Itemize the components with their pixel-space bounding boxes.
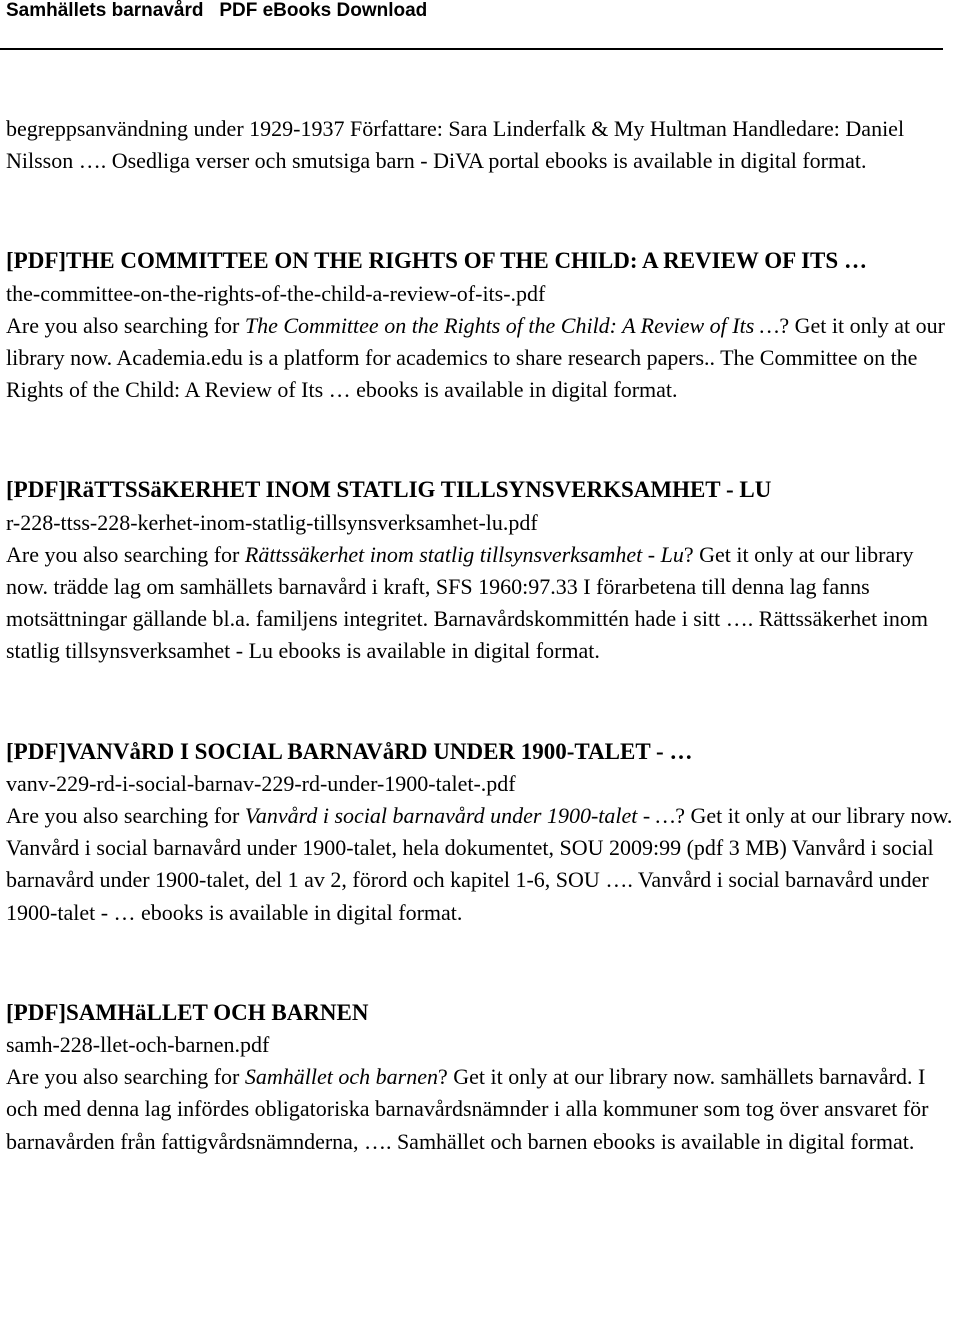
search-prefix: Are you also searching for bbox=[6, 541, 245, 567]
main-content bbox=[6, 113, 960, 1158]
header-title: Samhällets barnavård PDF eBooks Download bbox=[6, 0, 428, 21]
entry-description bbox=[6, 800, 960, 929]
entry-title[interactable] bbox=[6, 245, 960, 277]
entry-body: Vanvård i social barnavård under 1900-talet, hela dokumentet, SOU 2009:99 (pdf 3 MB) Vanvård i social barnavård under 1900-talet, del 1 av 2, förord och kapitel 1-6, SOU …. Vanvård i social barnavård under 1900-talet - … ebooks is available in digital format. bbox=[6, 835, 934, 925]
search-suffix: ? Get it only at our library now. bbox=[6, 541, 914, 600]
entry-title[interactable] bbox=[6, 736, 960, 768]
entry-filename: samh-228-llet-och-barnen.pdf bbox=[6, 1032, 270, 1058]
entry-title-link[interactable]: [PDF]SAMHäLLET OCH BARNEN bbox=[6, 999, 369, 1025]
entry-body: Academia.edu is a platform for academics to share research papers.. The Committee on the Rights of the Child: A Review of Its … ebooks is available in digital format. bbox=[6, 345, 918, 403]
intro-paragraph: begreppsanvändning under 1929-1937 Författare: Sara Linderfalk & My Hultman Handledare: Daniel Nilsson …. Osedliga verser och smutsiga barn - DiVA portal ebooks is available in digital format. bbox=[6, 116, 905, 174]
ebook-entry bbox=[6, 736, 960, 929]
ebook-entry bbox=[6, 245, 960, 406]
ebook-entry bbox=[6, 997, 960, 1158]
entry-title-link[interactable]: [PDF]RäTTSSäKERHET INOM STATLIG TILLSYNSVERKSAMHET - LU bbox=[6, 477, 772, 503]
entry-filename: the-committee-on-the-rights-of-the-child-a-review-of-its-.pdf bbox=[6, 280, 546, 306]
search-suffix: ? Get it only at our library now. bbox=[6, 312, 945, 371]
entry-body: samhällets barnavård. I och med denna lag infördes obligatoriska barnavårdsnämnder i alla kommuner som tog över ansvaret för barnavården från fattigvårdsnämnderna, …. Samhället och barnen ebooks is available in digital format. bbox=[6, 1064, 929, 1154]
search-prefix: Are you also searching for bbox=[6, 1064, 245, 1090]
search-prefix: Are you also searching for bbox=[6, 312, 245, 338]
entry-title-link[interactable]: [PDF]VANVåRD I SOCIAL BARNAVåRD UNDER 1900-TALET - … bbox=[6, 738, 693, 764]
search-title: Samhället och barnen bbox=[244, 1064, 438, 1090]
entry-filename: r-228-ttss-228-kerhet-inom-statlig-tillsynsverksamhet-lu.pdf bbox=[6, 509, 538, 535]
header-divider bbox=[0, 48, 943, 50]
search-title: Rättssäkerhet inom statlig tillsynsverksamhet - Lu bbox=[244, 541, 684, 567]
entry-description bbox=[6, 539, 960, 668]
entry-body: trädde lag om samhällets barnavård i kraft, SFS 1960:97.33 I förarbetena till denna lag fanns motsättningar gällande bl.a. familjens integritet. Barnavårdskommittén hade i sitt …. Rättssäkerhet inom statlig tillsynsverksamhet - Lu ebooks is available in digital format. bbox=[6, 574, 928, 664]
entry-title-link[interactable]: [PDF]THE COMMITTEE ON THE RIGHTS OF THE CHILD: A REVIEW OF ITS … bbox=[6, 248, 867, 274]
page-header bbox=[0, 0, 960, 50]
search-title: The Committee on the Rights of the Child: A Review of Its … bbox=[244, 312, 780, 338]
entry-description bbox=[6, 1061, 960, 1158]
search-prefix: Are you also searching for bbox=[6, 803, 245, 829]
search-suffix: ? Get it only at our library now. bbox=[437, 1064, 716, 1090]
search-suffix: ? Get it only at our library now. bbox=[675, 803, 953, 829]
search-title: Vanvård i social barnavård under 1900-talet - … bbox=[244, 803, 676, 829]
entry-description bbox=[6, 310, 960, 407]
ebook-entry bbox=[6, 474, 960, 667]
entry-filename: vanv-229-rd-i-social-barnav-229-rd-under-1900-talet-.pdf bbox=[6, 770, 516, 796]
entry-title[interactable] bbox=[6, 474, 960, 506]
entry-title[interactable] bbox=[6, 997, 960, 1029]
